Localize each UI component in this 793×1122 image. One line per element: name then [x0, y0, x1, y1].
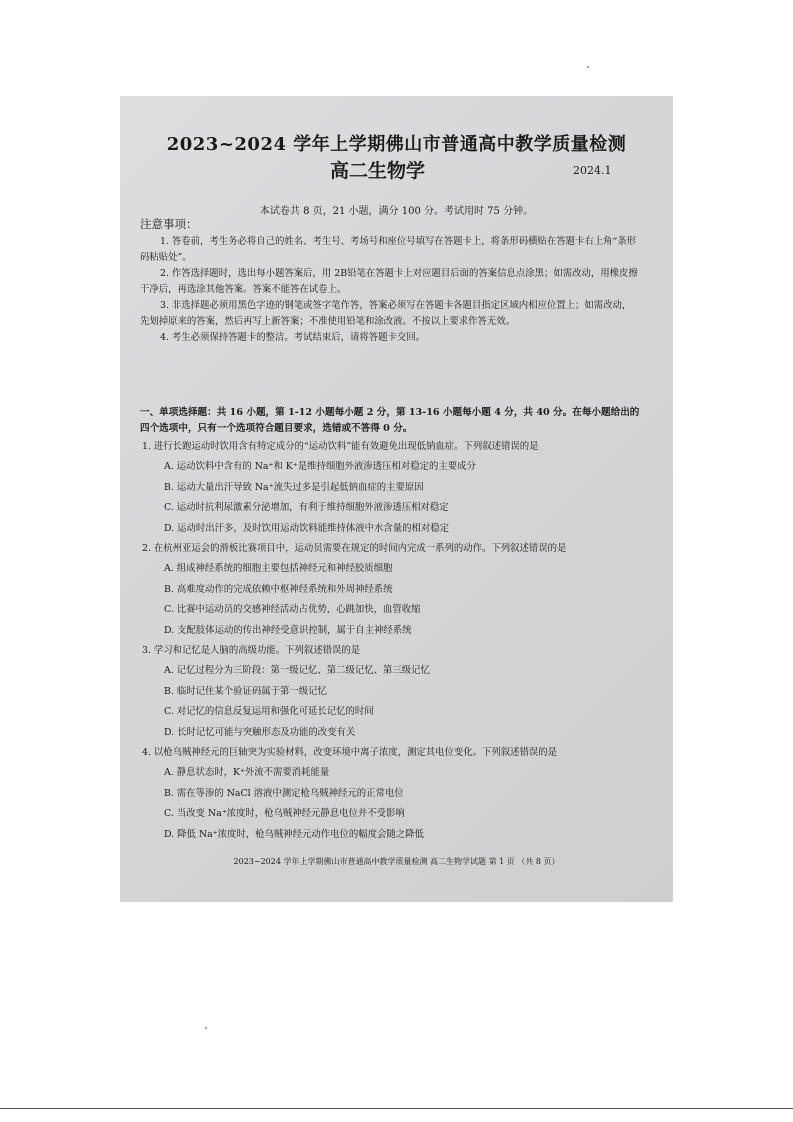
question: [142, 743, 647, 845]
exam-date: 2024.1: [573, 164, 612, 177]
exam-paper-photo: [120, 96, 673, 902]
question: [142, 437, 647, 539]
question-option: A. 组成神经系统的细胞主要包括神经元和神经胶质细胞: [164, 563, 393, 574]
question-option: C. 对记忆的信息反复运用和强化可延长记忆的时间: [164, 706, 374, 717]
note-item: 3. 非选择题必须用黑色字迹的钢笔或签字笔作答，答案必须写在答题卡各题目指定区域内相应位置上；如需改动，先划掉原来的答案，然后再写上新答案；不准使用铅笔和涂改液。不按以上要求作答无效。: [140, 300, 632, 327]
question-option: D. 支配肢体运动的传出神经受意识控制，属于自主神经系统: [164, 624, 412, 636]
question-option: B. 高难度动作的完成依赖中枢神经系统和外周神经系统: [164, 583, 393, 595]
question-option: D. 运动时出汗多，及时饮用运动饮料能维持体液中水含量的相对稳定: [164, 522, 450, 534]
question-option: C. 比赛中运动员的交感神经活动占优势，心跳加快，血管收缩: [164, 604, 421, 615]
page-bottom-rule: [0, 1108, 793, 1109]
page-footer: 2023~2024 学年上学期佛山市普通高中教学质量检测 高二生物学试题 第 1 页 （共 8 页）: [233, 857, 560, 866]
note-item: 4. 考生必须保持答题卡的整洁。考试结束后，请将答题卡交回。: [160, 332, 426, 343]
question: [142, 641, 647, 743]
question-stem: 3. 学习和记忆是人脑的高级功能。下列叙述错误的是: [142, 645, 361, 656]
exam-info: 本试卷共 8 页，21 小题，满分 100 分。考试用时 75 分钟。: [259, 206, 534, 217]
question-option: B. 临时记住某个验证码属于第一级记忆: [164, 685, 327, 697]
section-heading: 一、单项选择题：共 16 小题，第 1-12 小题每小题 2 分，第 13-16 小题每小题 4 分，共 40 分。在每小题给出的四个选项中，只有一个选项符合题目要求，选错或不答得 0 分。: [140, 407, 640, 434]
question-option: A. 静息状态时，K⁺外流不需要消耗能量: [164, 767, 330, 778]
question-option: D. 降低 Na⁺浓度时，枪乌贼神经元动作电位的幅度会随之降低: [164, 828, 424, 840]
note-item: 2. 作答选择题时，选出每小题答案后，用 2B铅笔在答题卡上对应题目后面的答案信息点涂黑；如需改动，用橡皮擦干净后，再选涂其他答案。答案不能答在试卷上。: [140, 268, 638, 295]
question-stem: 2. 在杭州亚运会的滑板比赛项目中，运动员需要在规定的时间内完成一系列的动作。下列叙述错误的是: [142, 543, 567, 554]
question-option: D. 长时记忆可能与突触形态及功能的改变有关: [164, 726, 356, 738]
question-stem: 1. 进行长跑运动时饮用含有特定成分的“运动饮料”能有效避免出现低钠血症。下列叙述错误的是: [142, 441, 539, 452]
exam-subject: 高二生物学: [330, 160, 426, 182]
question-option: A. 记忆过程分为三阶段：第一级记忆、第二级记忆、第三级记忆: [164, 665, 430, 676]
question-option: C. 当改变 Na⁺浓度时，枪乌贼神经元静息电位并不受影响: [164, 808, 405, 819]
notes-heading: 注意事项：: [140, 217, 198, 231]
question: [142, 539, 647, 641]
question-option: B. 运动大量出汗导致 Na⁺流失过多是引起低钠血症的主要原因: [164, 481, 424, 493]
note-item: 1. 答卷前，考生务必将自己的姓名、考生号、考场号和座位号填写在答题卡上，将条形码横贴在答题卡右上角“条形码粘贴处”。: [140, 236, 637, 263]
notes-list: [140, 234, 640, 346]
question-option: B. 需在等渗的 NaCl 溶液中测定枪乌贼神经元的正常电位: [164, 787, 404, 799]
question-option: A. 运动饮料中含有的 Na⁺和 K⁺是维持细胞外液渗透压相对稳定的主要成分: [164, 461, 476, 472]
question-list: [142, 437, 647, 845]
speck: [205, 1027, 207, 1029]
speck: [587, 66, 589, 68]
exam-title: 2023~2024 学年上学期佛山市普通高中教学质量检测: [166, 134, 627, 155]
question-option: C. 运动时抗利尿激素分泌增加，有利于维持细胞外液渗透压相对稳定: [164, 502, 449, 513]
question-stem: 4. 以枪乌贼神经元的巨轴突为实验材料，改变环境中离子浓度，测定其电位变化。下列叙述错误的是: [142, 747, 558, 758]
